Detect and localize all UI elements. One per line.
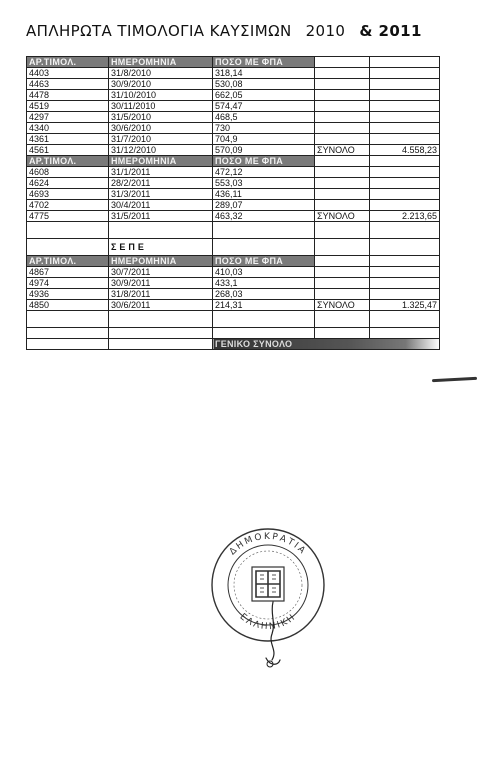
- invoice-number: 4478: [27, 90, 109, 101]
- invoice-number: 4297: [27, 112, 109, 123]
- empty-cell: [370, 112, 440, 123]
- table-row: [27, 112, 440, 123]
- svg-text:ΕΛΛΗΝΙΚΗ: ΕΛΛΗΝΙΚΗ: [237, 611, 299, 633]
- empty-cell: [315, 200, 370, 211]
- empty-cell: [370, 134, 440, 145]
- empty-cell: [370, 123, 440, 134]
- empty-cell: [315, 68, 370, 79]
- header-date: ΗΜΕΡΟΜΗΝΙΑ: [109, 57, 213, 68]
- invoice-number: 4519: [27, 101, 109, 112]
- invoice-date: 31/7/2010: [109, 134, 213, 145]
- section-row-sepe: [27, 239, 440, 256]
- invoice-amount: 268,03: [213, 289, 315, 300]
- signature-icon: [258, 600, 288, 670]
- header-empty-cell: [370, 256, 440, 267]
- grand-total-row: [27, 339, 440, 350]
- invoice-amount: 289,07: [213, 200, 315, 211]
- table-row: [27, 189, 440, 200]
- title-year-2010: 2010: [305, 22, 346, 40]
- table-row: [27, 200, 440, 211]
- invoice-number: 4608: [27, 167, 109, 178]
- total-label: ΣΥΝΟΛΟ: [315, 145, 370, 156]
- header-row-2011: [27, 156, 440, 167]
- invoice-date: 31/12/2010: [109, 145, 213, 156]
- invoice-date: 28/2/2011: [109, 178, 213, 189]
- invoice-date: 31/3/2011: [109, 189, 213, 200]
- invoice-number: 4340: [27, 123, 109, 134]
- invoice-date: 31/1/2011: [109, 167, 213, 178]
- invoice-number: 4867: [27, 267, 109, 278]
- table-row: [27, 167, 440, 178]
- invoice-amount: 662,05: [213, 90, 315, 101]
- invoice-amount: 214,31: [213, 300, 315, 311]
- invoice-amount: 704,9: [213, 134, 315, 145]
- empty-cell: [27, 339, 109, 350]
- header-empty-cell: [315, 156, 370, 167]
- invoice-number: 4775: [27, 211, 109, 222]
- empty-cell: [315, 123, 370, 134]
- total-sepe: 1.325,47: [370, 300, 440, 311]
- table-row: [27, 101, 440, 112]
- invoice-amount: 570,09: [213, 145, 315, 156]
- header-empty-cell: [315, 256, 370, 267]
- empty-cell: [315, 278, 370, 289]
- table-row: [27, 68, 440, 79]
- empty-cell: [315, 79, 370, 90]
- invoice-amount: 553,03: [213, 178, 315, 189]
- document-title: [26, 22, 422, 40]
- table-row: [27, 211, 440, 222]
- invoice-date: 30/11/2010: [109, 101, 213, 112]
- header-invoice-number: ΑΡ.ΤΙΜΟΛ.: [27, 57, 109, 68]
- spacer-row: [27, 222, 440, 239]
- invoice-number: 4403: [27, 68, 109, 79]
- scan-smudge: [432, 377, 477, 382]
- empty-cell: [370, 267, 440, 278]
- empty-cell: [370, 79, 440, 90]
- empty-cell: [370, 167, 440, 178]
- empty-cell: [315, 178, 370, 189]
- table-row: [27, 267, 440, 278]
- header-row-sepe: [27, 256, 440, 267]
- invoice-date: 31/5/2011: [109, 211, 213, 222]
- empty-cell: [370, 200, 440, 211]
- invoice-date: 30/6/2011: [109, 300, 213, 311]
- invoice-date: 31/10/2010: [109, 90, 213, 101]
- table-row: [27, 134, 440, 145]
- invoice-amount: 433,1: [213, 278, 315, 289]
- grand-total-label: ΓΕΝΙΚΟ ΣΥΝΟΛΟ: [213, 339, 440, 350]
- invoice-number: 4693: [27, 189, 109, 200]
- empty-cell: [315, 189, 370, 200]
- empty-cell: [315, 90, 370, 101]
- empty-cell: [315, 289, 370, 300]
- empty-cell: [109, 339, 213, 350]
- table-row: [27, 123, 440, 134]
- svg-text:ΔΗΜΟΚΡΑΤΙΑ: ΔΗΜΟΚΡΑΤΙΑ: [227, 532, 309, 558]
- invoice-number: 4463: [27, 79, 109, 90]
- invoice-date: 30/4/2011: [109, 200, 213, 211]
- header-amount: ΠΟΣΟ ΜΕ ΦΠΑ: [213, 256, 315, 267]
- invoice-amount: 318,14: [213, 68, 315, 79]
- empty-cell: [370, 278, 440, 289]
- invoice-date: 31/5/2010: [109, 112, 213, 123]
- spacer-row: [27, 311, 440, 328]
- spacer-row: [27, 328, 440, 339]
- empty-cell: [370, 68, 440, 79]
- empty-cell: [315, 101, 370, 112]
- table-row: [27, 90, 440, 101]
- empty-cell: [370, 101, 440, 112]
- invoice-date: 30/9/2010: [109, 79, 213, 90]
- invoice-amount: 730: [213, 123, 315, 134]
- header-invoice-number: ΑΡ.ΤΙΜΟΛ.: [27, 256, 109, 267]
- header-amount: ΠΟΣΟ ΜΕ ΦΠΑ: [213, 57, 315, 68]
- title-year-2011: & 2011: [359, 22, 422, 40]
- total-label: ΣΥΝΟΛΟ: [315, 211, 370, 222]
- empty-cell: [370, 189, 440, 200]
- empty-cell: [315, 112, 370, 123]
- invoice-date: 30/9/2011: [109, 278, 213, 289]
- invoice-amount: 574,47: [213, 101, 315, 112]
- header-date: ΗΜΕΡΟΜΗΝΙΑ: [109, 156, 213, 167]
- total-2010: 4.558,23: [370, 145, 440, 156]
- invoice-number: 4624: [27, 178, 109, 189]
- invoice-number: 4936: [27, 289, 109, 300]
- invoice-amount: 530,08: [213, 79, 315, 90]
- total-2011: 2.213,65: [370, 211, 440, 222]
- table-row: [27, 178, 440, 189]
- header-invoice-number: ΑΡ.ΤΙΜΟΛ.: [27, 156, 109, 167]
- invoice-amount: 410,03: [213, 267, 315, 278]
- header-amount: ΠΟΣΟ ΜΕ ΦΠΑ: [213, 156, 315, 167]
- title-text: ΑΠΛΗΡΩΤΑ ΤΙΜΟΛΟΓΙΑ ΚΑΥΣΙΜΩΝ: [26, 22, 292, 40]
- invoice-date: 31/8/2010: [109, 68, 213, 79]
- table-row: [27, 79, 440, 90]
- invoice-date: 31/8/2011: [109, 289, 213, 300]
- empty-cell: [315, 167, 370, 178]
- header-empty-cell: [370, 156, 440, 167]
- invoice-amount: 472,12: [213, 167, 315, 178]
- table-row: [27, 289, 440, 300]
- header-row-2010: [27, 57, 440, 68]
- invoice-number: 4561: [27, 145, 109, 156]
- empty-cell: [315, 134, 370, 145]
- header-date: ΗΜΕΡΟΜΗΝΙΑ: [109, 256, 213, 267]
- section-label-sepe: ΣΕΠΕ: [109, 239, 213, 256]
- header-empty-cell: [370, 57, 440, 68]
- invoice-date: 30/6/2010: [109, 123, 213, 134]
- invoice-number: 4850: [27, 300, 109, 311]
- invoice-amount: 463,32: [213, 211, 315, 222]
- table-row: [27, 145, 440, 156]
- empty-cell: [370, 178, 440, 189]
- header-empty-cell: [315, 57, 370, 68]
- total-label: ΣΥΝΟΛΟ: [315, 300, 370, 311]
- invoice-table: [26, 56, 440, 350]
- invoice-number: 4974: [27, 278, 109, 289]
- table-row: [27, 300, 440, 311]
- empty-cell: [370, 90, 440, 101]
- invoice-number: 4702: [27, 200, 109, 211]
- invoice-number: 4361: [27, 134, 109, 145]
- invoice-amount: 468,5: [213, 112, 315, 123]
- empty-cell: [315, 267, 370, 278]
- invoice-amount: 436,11: [213, 189, 315, 200]
- empty-cell: [370, 289, 440, 300]
- invoice-date: 30/7/2011: [109, 267, 213, 278]
- table-row: [27, 278, 440, 289]
